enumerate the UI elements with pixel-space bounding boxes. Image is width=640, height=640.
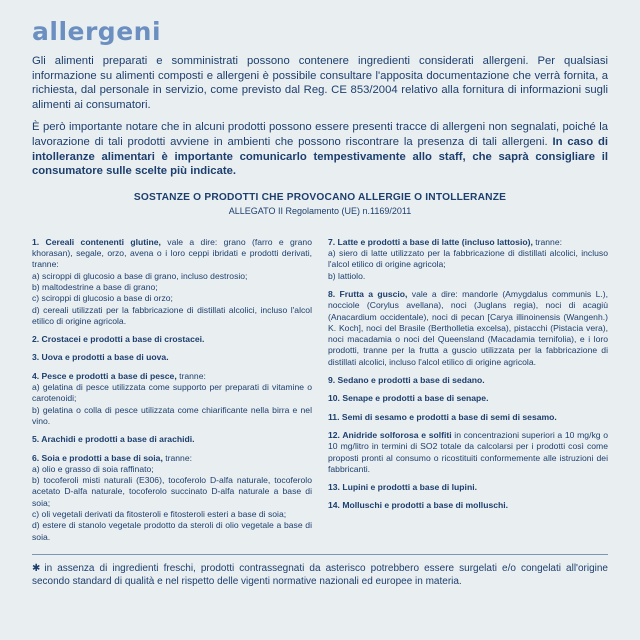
allergen-exception: b) gelatina o colla di pesce utilizzata come chiarificante nella birra e nel vino. (32, 404, 312, 426)
allergen-item-title: 6. Soia e prodotti a base di soia, (32, 452, 163, 463)
allergen-item-title: 12. Anidride solforosa e solfiti (328, 429, 452, 440)
allergen-item (328, 412, 608, 423)
allergen-item (32, 352, 312, 363)
asterisk-icon: ✱ (32, 563, 41, 574)
allergen-item (328, 375, 608, 386)
allergen-item (328, 482, 608, 493)
allergen-item-title: 14. Molluschi e prodotti a base di molluschi. (328, 500, 509, 511)
allergen-item-title: 13. Lupini e prodotti a base di lupini. (328, 482, 477, 493)
allergen-item-title: 3. Uova e prodotti a base di uova. (32, 352, 169, 363)
warning-bold-text: In caso di intolleranze alimentari è importante comunicarlo tempestivamente allo staff, che saprà consigliare il consumatore sulle scelte più indicate. (32, 135, 609, 178)
allergen-item-title: 10. Senape e prodotti a base di senape. (328, 393, 489, 404)
allergen-item-text: tranne: (162, 452, 193, 463)
allergen-item (328, 393, 608, 404)
footnote-text: in assenza di ingredienti freschi, prodotti contrassegnati da asterisco potrebbero essere surgelati e/o congelati all'origine secondo standard di qualità e nel rispetto delle vigenti normative nazionali ed europee in materia. (32, 563, 608, 587)
allergen-item-title: 1. Cereali contenenti glutine, (32, 236, 161, 247)
allergen-item (32, 371, 312, 427)
allergen-item-text: vale a dire: mandorle (Amygdalus communis L.), nocciole (Corylus avellana), noci (Juglans regia), noci di acagiù (Anacardium occidentale), noci di pecan [Carya illinoinensis (Wangenh.) K. Koch], noci del Brasile (Bertholletia excelsa), pistacchi (Pistacia vera), noci macadamia o noci del Queensland (Macadamia ternifolia), e i loro prodotti, tranne per la frutta a guscio utilizzata per la fabbricazione di distillati alcolici, incluso l'alcol etilico di origine agricola. (328, 288, 608, 367)
allergen-item-text: in concentrazioni superiori a 10 mg/kg o 10 mg/litro in termini di SO2 totale da calcolarsi per i prodotti così come proposti pronti al consumo o ricostituiti conformemente alle istruzioni dei fabbricanti. (328, 429, 609, 474)
allergen-item (328, 237, 608, 282)
warning-text: È però importante notare che in alcuni prodotti possono essere presenti tracce di allergeni non segnalati, poiché la lavorazione di tali prodotti avviene in ambienti che possono riscontrare la presenza di tali allergeni. (32, 121, 608, 148)
allergen-exception: a) olio e grasso di soia raffinato; (32, 463, 154, 474)
allergen-item-title: 11. Semi di sesamo e prodotti a base di semi di sesamo. (328, 411, 557, 422)
allergen-item (328, 289, 608, 368)
allergen-exception: b) lattiolo. (328, 270, 366, 281)
allergen-item (32, 453, 312, 543)
section-subtitle: ALLEGATO II Regolamento (UE) n.1169/2011 (228, 205, 412, 216)
allergen-item-title: 8. Frutta a guscio, (328, 288, 408, 299)
allergen-exception: d) estere di stanolo vegetale prodotto da steroli di olio vegetale a base di soia. (32, 520, 312, 542)
allergen-list (32, 237, 608, 550)
section-title: SOSTANZE O PRODOTTI CHE PROVOCANO ALLERGIE O INTOLLERANZE (133, 191, 507, 203)
allergen-item (328, 430, 608, 475)
allergen-item-text: tranne: (532, 236, 563, 247)
allergen-exception: c) sciroppi di glucosio a base di orzo; (32, 293, 173, 304)
allergen-item (32, 237, 312, 327)
warning-paragraph (32, 120, 608, 178)
allergen-item-title: 9. Sedano e prodotti a base di sedano. (328, 375, 485, 386)
footnote-divider (32, 554, 608, 555)
allergen-item-title: 5. Arachidi e prodotti a base di arachidi. (32, 434, 195, 445)
allergen-item-title: 4. Pesce e prodotti a base di pesce, (32, 370, 177, 381)
intro-paragraph: Gli alimenti preparati e somministrati possono contenere ingredienti considerati allergeni. Per qualsiasi informazione su alimenti composti e allergeni è possibile consultare l'apposita documentazione che verrà fornita, a richiesta, dal personale in servizio, come previsto dal Reg. CE 853/2004 relativo alla fornitura di informazioni sugli alimenti ai consumatori. (32, 55, 608, 111)
allergen-exception: b) tocoferoli misti naturali (E306), tocoferolo D-alfa naturale, tocoferolo acetato D-alfa naturale, tocoferolo succinato D-alfa naturale a base di soia; (32, 475, 312, 508)
allergen-item (32, 334, 312, 345)
section-header (32, 191, 608, 217)
allergen-item (328, 500, 608, 511)
footnote (32, 562, 608, 588)
allergen-column-left (32, 237, 312, 550)
allergen-exception: c) oli vegetali derivati da fitosteroli e fitosteroli esteri a base di soia; (32, 508, 287, 519)
allergen-item (32, 434, 312, 445)
allergen-exception: a) sciroppi di glucosio a base di grano, incluso destrosio; (32, 270, 248, 281)
allergen-item-text: tranne: (176, 370, 206, 381)
allergen-exception: b) maltodestrine a base di grano; (32, 281, 158, 292)
allergen-column-right (328, 237, 608, 550)
allergen-exception: d) cereali utilizzati per la fabbricazione di distillati alcolici, incluso l'alcol etilico di origine agricola. (32, 304, 312, 326)
page-title: allergeni (32, 17, 162, 46)
allergen-item-title: 7. Latte e prodotti a base di latte (incluso lattosio), (328, 236, 533, 247)
allergen-item-text: vale a dire: grano (farro e grano khorasan), segale, orzo, avena o i loro ceppi ibridati e prodotti derivati, tranne: (32, 236, 312, 270)
allergen-exception: a) gelatina di pesce utilizzata come supporto per preparati di vitamine o carotenoidi; (32, 382, 312, 404)
allergen-item-title: 2. Crostacei e prodotti a base di crostacei. (32, 334, 205, 345)
allergen-exception: a) siero di latte utilizzato per la fabbricazione di distillati alcolici, incluso l'alcol etilico di origine agricola; (328, 248, 608, 270)
